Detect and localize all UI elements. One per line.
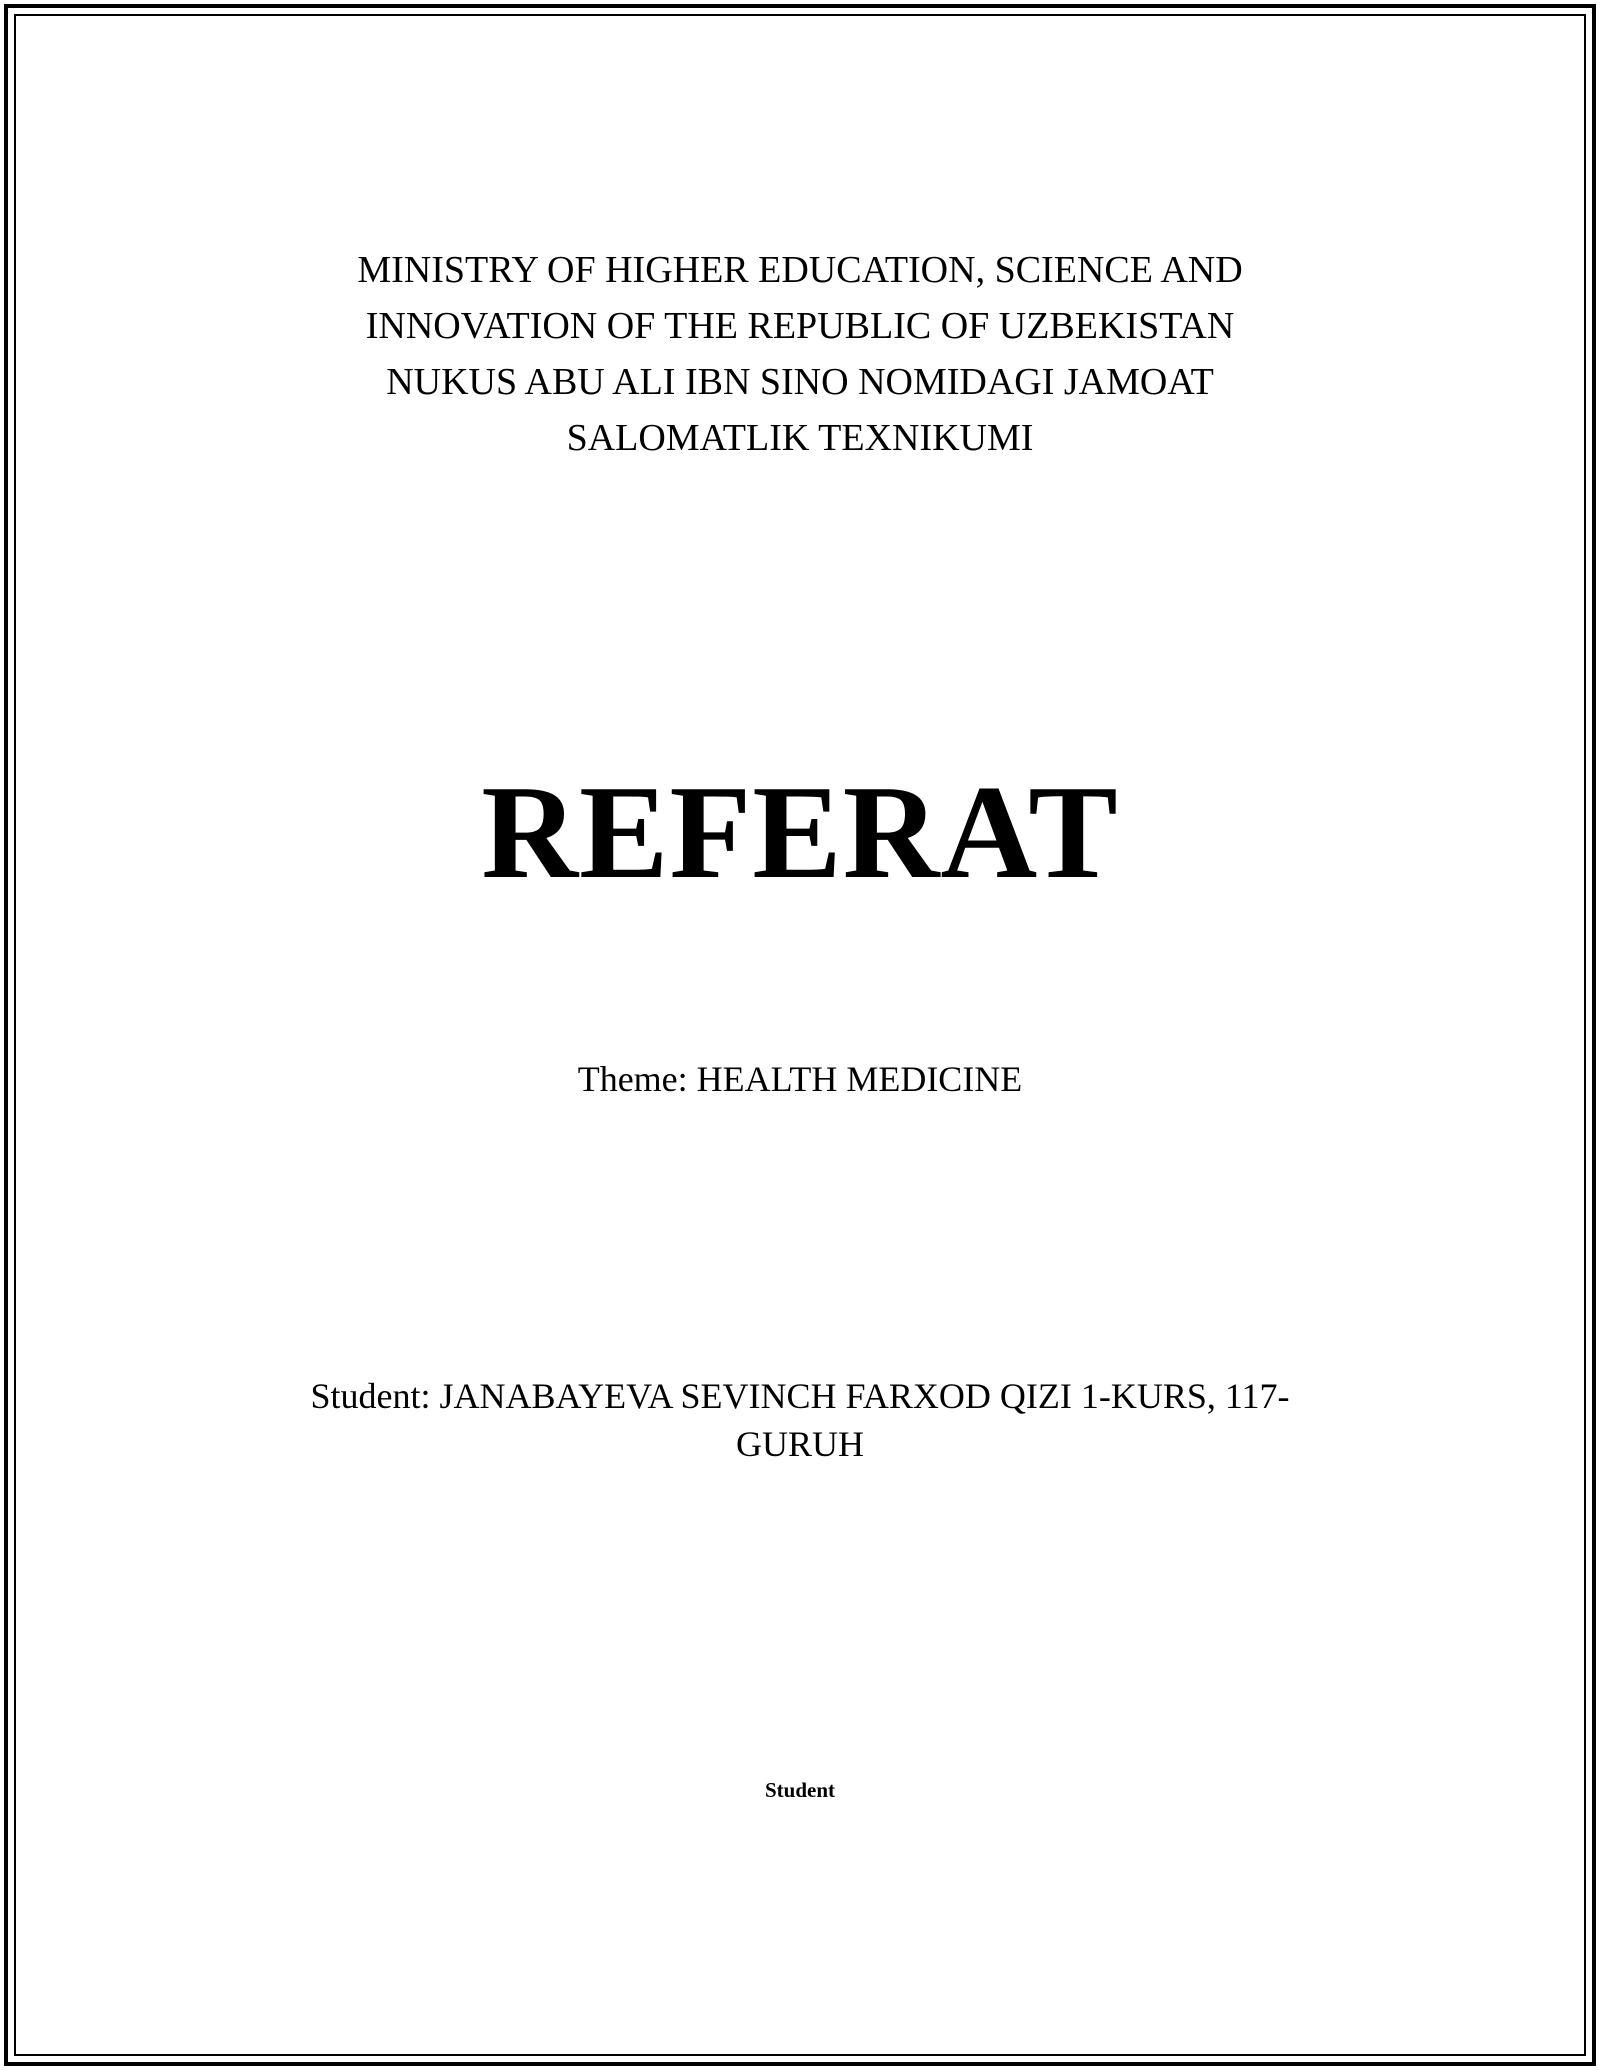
institution-header-line: NUKUS ABU ALI IBN SINO NOMIDAGI JAMOAT <box>386 361 1214 403</box>
student-info <box>200 1372 1400 1468</box>
theme-line: Theme: HEALTH MEDICINE <box>577 1059 1023 1099</box>
institution-header-line: MINISTRY OF HIGHER EDUCATION, SCIENCE AND <box>357 249 1243 291</box>
document-title: REFERAT <box>481 758 1119 906</box>
student-info-line: Student: JANABAYEVA SEVINCH FARXOD QIZI 1-KURS, 117- <box>310 1376 1290 1416</box>
institution-header-line: INNOVATION OF THE REPUBLIC OF UZBEKISTAN <box>365 305 1235 347</box>
footer-student-label: Student <box>764 1778 836 1802</box>
institution-header-line: SALOMATLIK TEXNIKUMI <box>566 417 1034 459</box>
student-info-line: GURUH <box>735 1424 864 1464</box>
institution-header <box>200 242 1400 466</box>
